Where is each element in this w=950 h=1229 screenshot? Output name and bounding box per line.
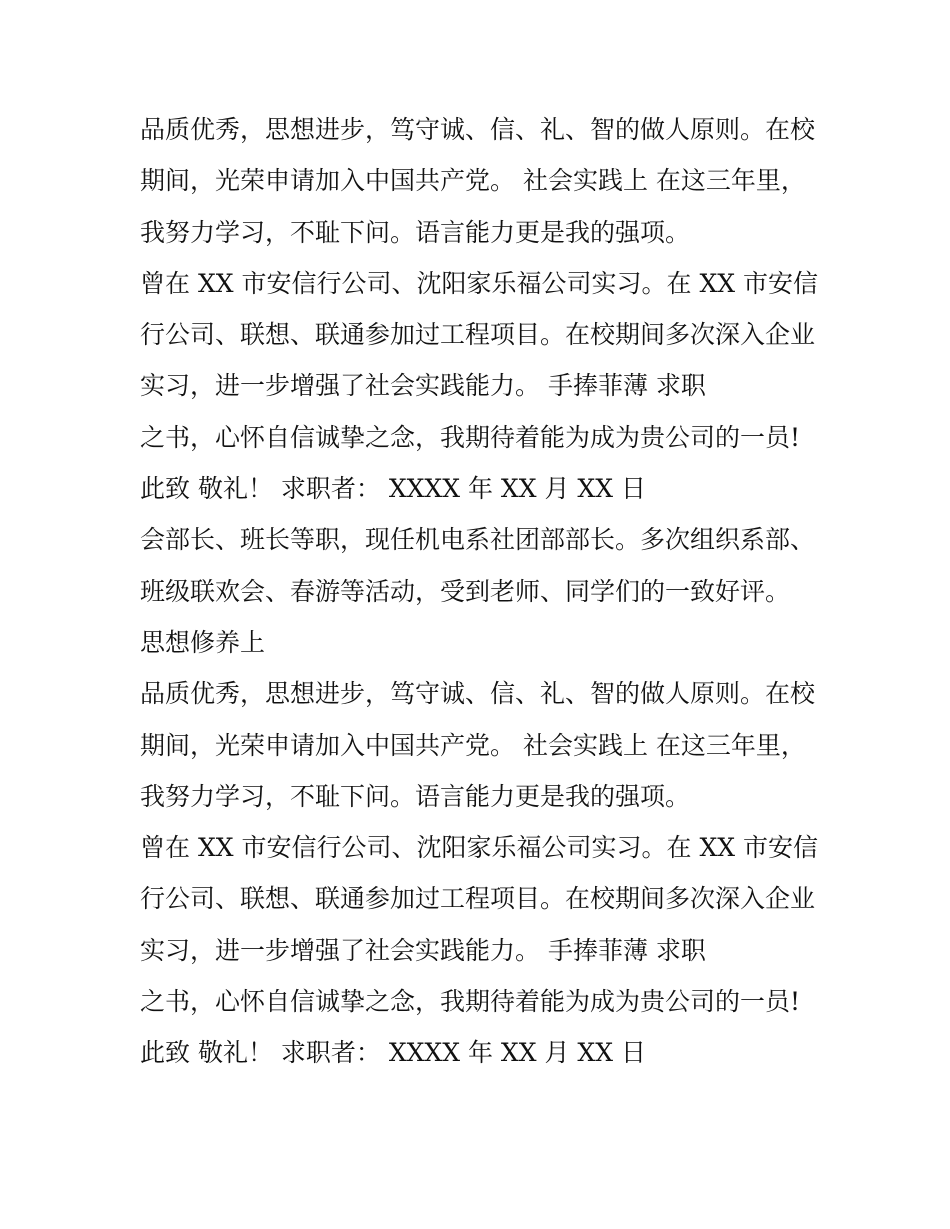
text-line: 实习，进一步增强了社会实践能力。 手捧菲薄 求职 xyxy=(140,935,706,965)
text-line: 品质优秀，思想进步，笃守诚、信、礼、智的做人原则。在校 xyxy=(140,115,816,144)
text-line: 曾在 XX 市安信行公司、沈阳家乐福公司实习。在 XX 市安信 xyxy=(140,268,818,298)
text-line: 之书，心怀自信诚挚之念，我期待着能为成为贵公司的一员! xyxy=(140,422,801,452)
text-line: 期间，光荣申请加入中国共产党。 社会实践上 在这三年里， xyxy=(140,166,806,196)
text-line: 班级联欢会、春游等活动，受到老师、同学们的一致好评。 xyxy=(140,576,791,606)
text-line: 期间，光荣申请加入中国共产党。 社会实践上 在这三年里， xyxy=(140,730,806,760)
text-line: 之书，心怀自信诚挚之念，我期待着能为成为贵公司的一员! xyxy=(140,987,801,1017)
text-line: 会部长、班长等职，现任机电系社团部部长。多次组织系部、 xyxy=(140,525,816,555)
body-text xyxy=(140,104,840,1079)
text-line: 实习，进一步增强了社会实践能力。 手捧菲薄 求职 xyxy=(140,371,706,401)
text-line: 我努力学习，不耻下问。语言能力更是我的强项。 xyxy=(140,217,691,247)
closing-line: 此致 敬礼！ 求职者： XXXX 年 XX 月 XX 日 xyxy=(140,1038,646,1068)
text-line: 曾在 XX 市安信行公司、沈阳家乐福公司实习。在 XX 市安信 xyxy=(140,833,818,863)
text-line: 我努力学习，不耻下问。语言能力更是我的强项。 xyxy=(140,781,691,811)
closing-line: 此致 敬礼！ 求职者： XXXX 年 XX 月 XX 日 xyxy=(140,474,646,504)
text-line: 行公司、联想、联通参加过工程项目。在校期间多次深入企业 xyxy=(140,320,816,350)
text-line: 行公司、联想、联通参加过工程项目。在校期间多次深入企业 xyxy=(140,884,816,914)
section-heading: 思想修养上 xyxy=(140,627,266,657)
text-line: 品质优秀，思想进步，笃守诚、信、礼、智的做人原则。在校 xyxy=(140,679,816,709)
